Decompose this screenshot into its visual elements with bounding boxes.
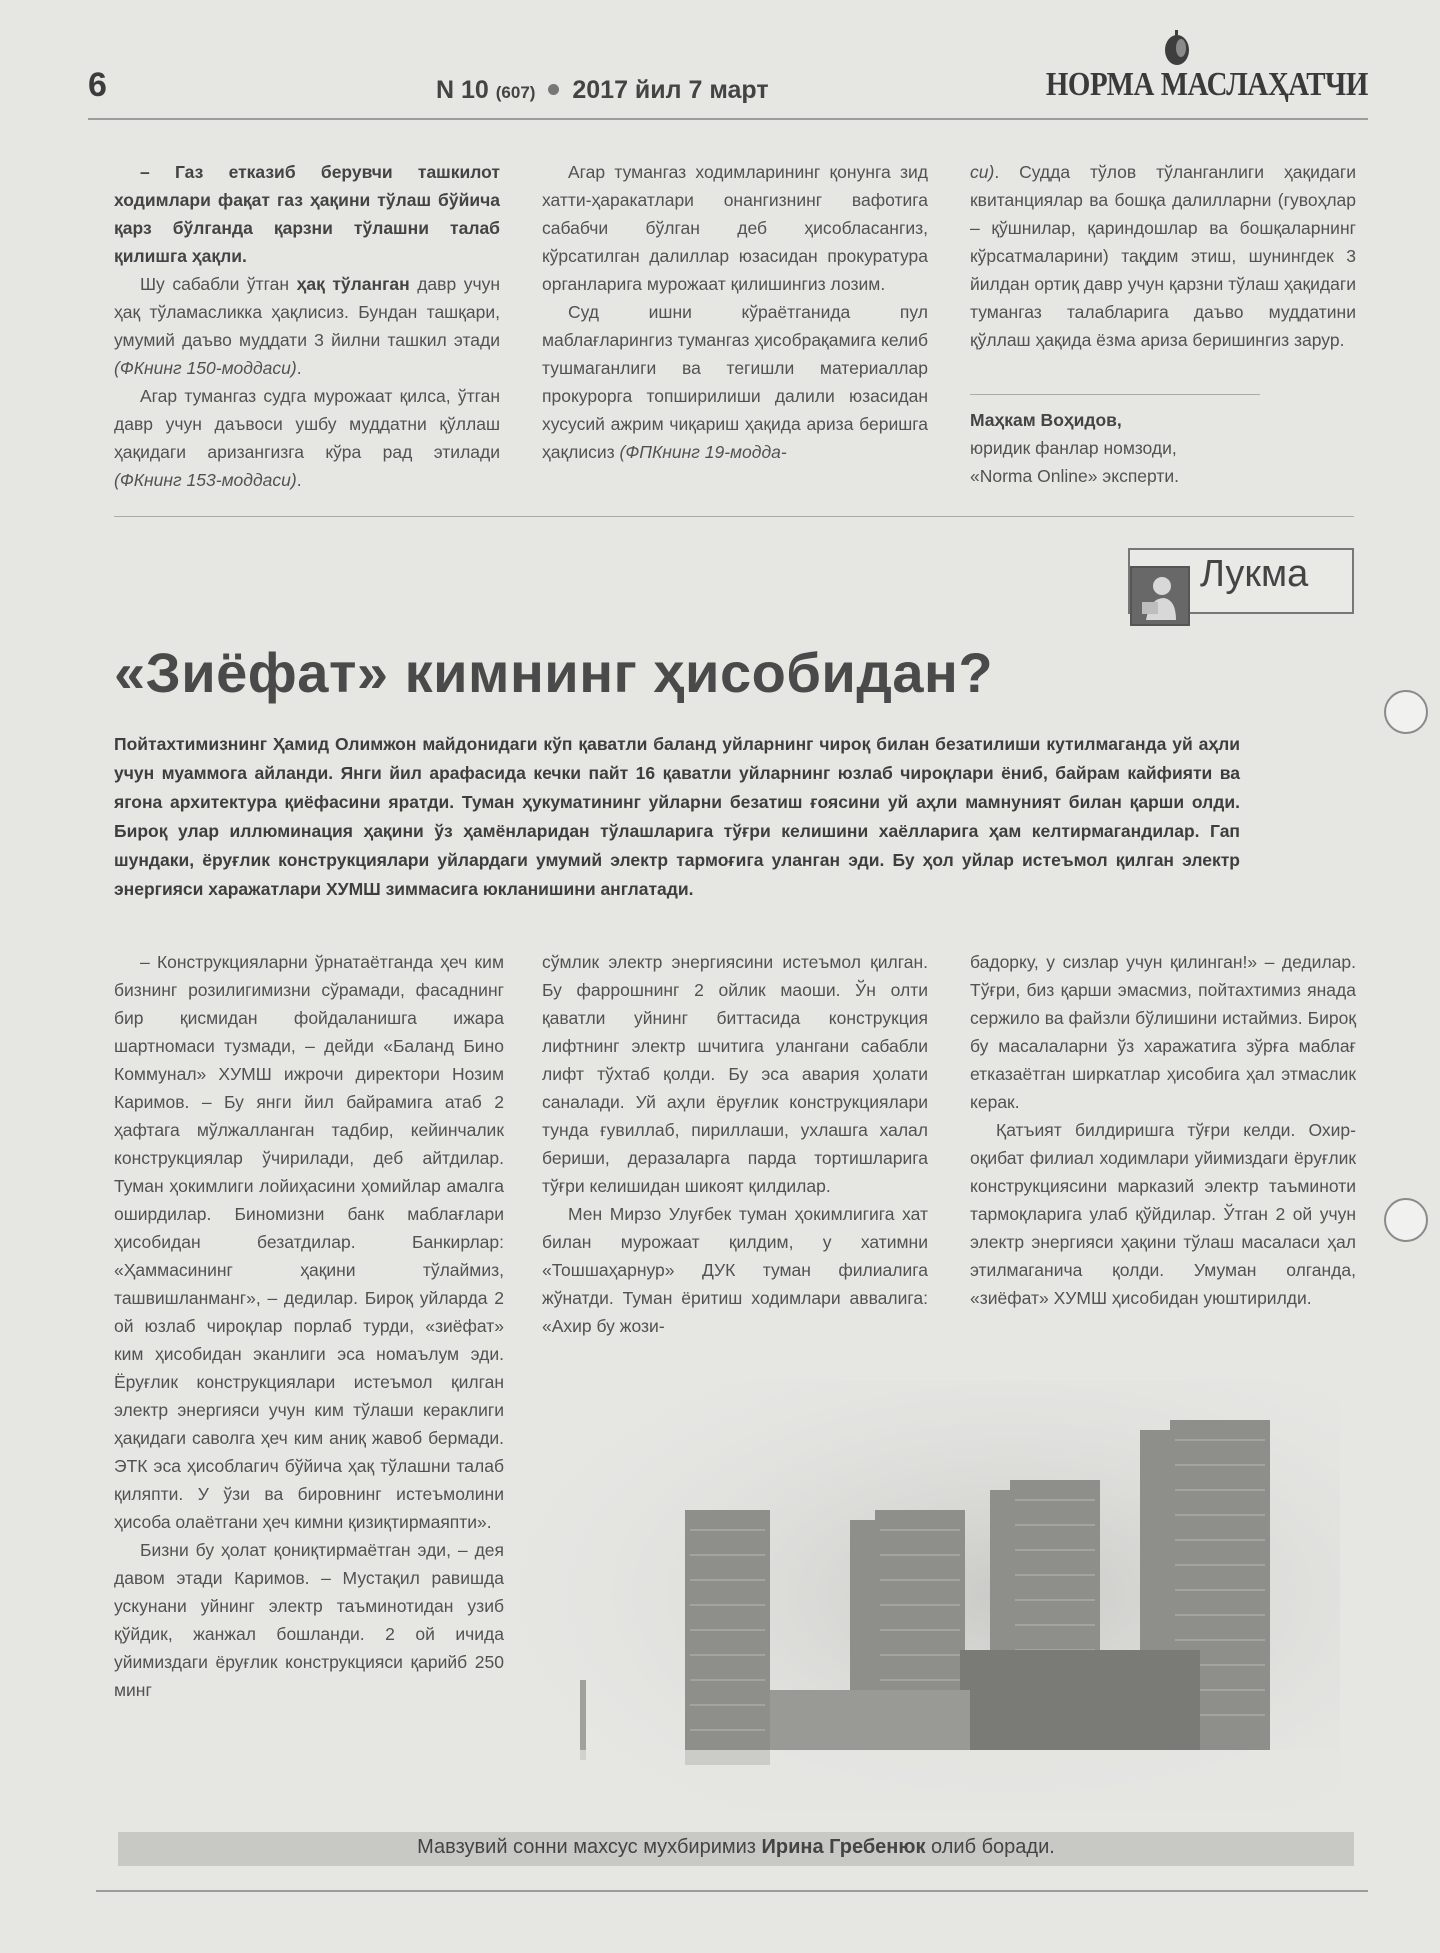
- paragraph: [114, 270, 500, 382]
- paragraph: [970, 158, 1356, 354]
- correspondent-name: Ирина Гребенюк: [761, 1836, 926, 1858]
- section-label: Лукма: [1200, 553, 1309, 595]
- author-title: юридик фанлар номзоди,: [970, 438, 1177, 458]
- text: .: [296, 358, 302, 378]
- text: Мавзувий сонни махсус мухбиримиз: [417, 1836, 762, 1858]
- law-reference: (ФКнинг 150-моддаси): [114, 358, 297, 378]
- text: давр учун ҳақ тўламасликка ҳақлисиз. Бундан ташқари, умумий даъво муддати 3 йилни ташкил этади: [114, 274, 501, 350]
- page-number: 6: [88, 66, 107, 104]
- issue-date: 2017 йил 7 март: [572, 76, 769, 104]
- top-article-col-2: [542, 158, 928, 466]
- issue-info: [436, 76, 769, 105]
- punch-hole: [1384, 1198, 1428, 1242]
- text: . Судда тўлов тўланганлиги ҳақидаги квитанциялар ва бошқа далилларни (гувоҳлар – қўшнилар, қариндошлар ва бошқаларнинг кўрсатмаларини) тақдим этиш, шунингдек 3 йилдан ортиқ давр учун қарзни тўлаш ҳақидаги тумангаз талабларига даъво муддатини қўллаш ҳақида ёзма ариза беришингиз зарур.: [970, 162, 1356, 350]
- paragraph: – Конструкцияларни ўрнатаётганда ҳеч ким бизнинг розилигимизни сўрамади, фасаднинг бир қисмидан фойдаланишга ижара шартномаси тузмади, – дейди «Баланд Бино Коммунал» ХУМШ ижрочи директори Нозим Каримов. – Бу янги йил байрамига атаб 2 ҳафтага мўлжалланган тадбир, кейинчалик конструкциялар ўчирилади, деб айтдилар. Туман ҳокимлиги лойиҳасини ҳомийлар амалга оширдилар. Биномизни банк маблағлари ҳисобидан безатдилар. Банкирлар: «Ҳаммасининг ҳақини тўлаймиз, ташвишланманг», – дедилар. Бироқ уйларда 2 ой юзлаб чироқлар порлаб турди, «зиёфат» ким ҳисобидан эканлиги эса номаълум эди. Ёруғлик конструкциялари истеъмол қилган электр энергияси учун ким тўлаши кераклиги ҳақидаги саволга ҳеч ким аниқ жавоб бермади. ЭТК эса ҳисоблагич бўйича ҳақ тўлашни талаб қиляпти. У ўзи ва бировнинг истеъмолини ҳисоба олаётгани ҳеч кимни қизиқтирмаяпти».: [114, 952, 504, 1532]
- top-article-col-1: [114, 158, 500, 494]
- punch-hole: [1384, 690, 1428, 734]
- masthead-logo-icon: [1160, 28, 1194, 66]
- footer-rule: [96, 1890, 1368, 1892]
- paragraph: [542, 298, 928, 466]
- text: Суд ишни кўраётганида пул маблағларингиз тумангаз ҳисобрақамига келиб тушмаганлиги ва тегишли материаллар прокурорга топширилиши далили юзасидан хусусий ажрим чиқариш ҳақида ариза беришга ҳақлисиз: [542, 302, 928, 462]
- paragraph: Мен Мирзо Улуғбек туман ҳокимлигига хат билан мурожаат қилдим, у хатимни «Тошшаҳарнур» ДУК туман филиалига жўнатди. Туман ёритиш ходимлари аввалига: «Ахир бу жози-: [542, 1204, 928, 1336]
- author-block: [970, 406, 1356, 490]
- paragraph: сўмлик электр энергиясини истеъмол қилган. Бу фаррошнинг 2 ойлик маоши. Ўн олти қаватли уйнинг биттасида конструкция лифтнинг электр шчитига улангани сабабли лифт тўхтаб қолди. Бу эса авария ҳолати саналади. Уй аҳли ёруғлик конструкциялари тунда ғувиллаб, пириллаши, ухлашга халал бериши, деразаларга парда тортишларига тўғри келишидан шикоят қилдилар.: [542, 952, 928, 1196]
- author-divider: [970, 394, 1260, 395]
- main-article-col-2: [542, 948, 928, 1340]
- reading-person-icon: [1130, 566, 1190, 626]
- text-bold: ҳақ тўланган: [296, 274, 410, 294]
- text: Шу сабабли ўтган: [140, 274, 297, 294]
- top-article-col-3: [970, 158, 1356, 354]
- paragraph: Агар тумангаз ходимларининг қонунга зид хатти-ҳаракатлари онангизнинг вафотига сабабчи бўлган деб ҳисобласангиз, кўрсатилган далиллар юзасидан прокуратура органларига мурожаат қилишингиз лозим.: [542, 162, 928, 294]
- bullet-icon: [548, 84, 559, 95]
- issue-number: N 10: [436, 76, 489, 104]
- author-name: Маҳкам Воҳидов,: [970, 410, 1122, 430]
- law-reference: си): [970, 162, 995, 182]
- masthead-title: НОРМА МАСЛАҲАТЧИ: [1045, 66, 1368, 103]
- buildings-photo: [520, 1380, 1340, 1810]
- article-headline: «Зиёфат» кимнинг ҳисобидан?: [114, 641, 994, 704]
- text: олиб боради.: [925, 1836, 1055, 1858]
- footer-credit: [118, 1836, 1354, 1859]
- text: Агар тумангаз судга мурожаат қилса, ўтган давр учун даъвоси ушбу муддатни қўллаш ҳақидаги аризангизга кўра рад этилади: [114, 386, 500, 462]
- paragraph: Қатъият билдиришга тўғри келди. Охир-оқибат филиал ходимлари уйимиздаги ёруғлик конструкциясини марказий электр таъминоти тармоқларига улаб қўйдилар. Ўтган 2 ой учун электр энергияси ҳақини тўлаш масаласи ҳал этилмаганича қолди. Умуман олганда, «зиёфат» ХУМШ ҳисобидан уюштирилди.: [970, 1120, 1356, 1308]
- paragraph: [114, 382, 500, 494]
- article-lead: Пойтахтимизнинг Ҳамид Олимжон майдонидаги кўп қаватли баланд уйларнинг чироқ билан безатилиши кутилмаганда уй аҳли учун муаммога айланди. Янги йил арафасида кечки пайт 16 қаватли уйларнинг юзлаб чироқлари ёниб, байрам кайфияти ва ягона архитектура қиёфасини яратди. Туман ҳукуматининг уйларни безатиш ғоясини уй аҳли мамнуният билан қарши олди. Бироқ улар иллюминация ҳақини ўз ҳамёнларидан тўлашларига тўғри келишини хаёлларига ҳам келтирмагандилар. Гап шундаки, ёруғлик конструкциялари уйлардаги умумий электр тармоғига уланган эди. Бу ҳол уйлар истеъмол қилган электр энергияси харажатлари ХУМШ зиммасига юкланишини англатади.: [114, 734, 1240, 899]
- main-article-col-1: [114, 948, 504, 1704]
- header-rule: [88, 118, 1368, 120]
- author-org: «Norma Online» эксперти.: [970, 466, 1180, 486]
- law-reference: (ФПКнинг 19-модда-: [619, 442, 787, 462]
- main-article-col-3: [970, 948, 1356, 1312]
- law-reference: (ФКнинг 153-моддаси): [114, 470, 297, 490]
- paragraph: – Газ етказиб берувчи ташкилот ходимлари фақат газ ҳақини тўлаш бўйича қарз бўлганда қарзни тўлашни талаб қилишга ҳақли.: [114, 162, 500, 266]
- issue-total: (607): [495, 83, 536, 102]
- section-divider: [114, 516, 1354, 517]
- paragraph: бадорку, у сизлар учун қилинган!» – дедилар. Тўғри, биз қарши эмасмиз, пойтахтимиз янада сержило ва файзли бўлишини истаймиз. Бироқ бу масалаларни ўз харажатига зўрға маблағ етказаётган ширкатлар ҳисобига ҳал этмаслик керак.: [970, 952, 1356, 1112]
- text: .: [296, 470, 302, 490]
- paragraph: Бизни бу ҳолат қониқтирмаётган эди, – дея давом этади Каримов. – Мустақил равишда ускунани уйнинг электр таъминотидан узиб қўйдик, жанжал бошланди. 2 ой ичида уйимиздаги ёруғлик конструкцияси қарийб 250 минг: [114, 1540, 504, 1700]
